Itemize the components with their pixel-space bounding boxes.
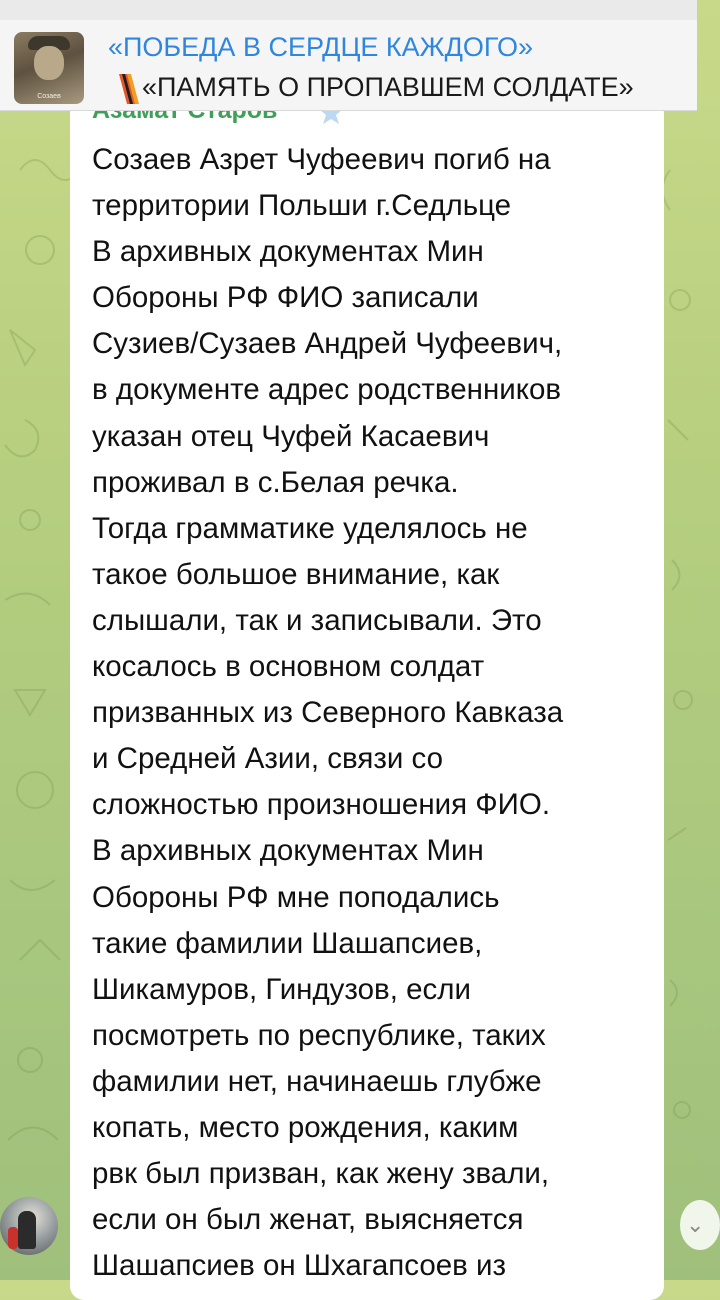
- message-line: посмотреть по республике, таких: [92, 1018, 546, 1052]
- message-line: если он был женат, выясняется: [92, 1203, 524, 1237]
- pinned-thumbnail[interactable]: [14, 32, 84, 104]
- message-line: указан отец Чуфей Касаевич: [92, 419, 490, 453]
- message-line: рвк был призван, как жену звали,: [92, 1157, 550, 1191]
- message-line: Шашапсиев он Шхагапсоев из: [92, 1249, 507, 1283]
- status-strip: [0, 0, 697, 20]
- message-line: территории Польши г.Седльце: [92, 189, 512, 223]
- soldier-face: [34, 46, 64, 80]
- message-line: копать, место рождения, каким: [92, 1110, 519, 1144]
- message-line: косалось в основном солдат: [92, 650, 485, 684]
- message-line: Обороны РФ мне поподались: [92, 880, 500, 914]
- message-line: и Средней Азии, связи со: [92, 742, 444, 776]
- message-line: В архивных документах Мин: [92, 235, 484, 269]
- message-line: такие фамилии Шашапсиев,: [92, 926, 483, 960]
- message-line: сложностью произношения ФИО.: [92, 788, 551, 822]
- message-line: Обороны РФ ФИО записали: [92, 281, 479, 315]
- pinned-title[interactable]: «ПОБЕДА В СЕРДЦЕ КАЖДОГО»: [108, 32, 534, 62]
- person-shape: [18, 1211, 36, 1249]
- message-line: слышали, так и записывали. Это: [92, 603, 542, 637]
- message-line: фамилии нет, начинаешь глубже: [92, 1064, 542, 1098]
- message-line: проживал в с.Белая речка.: [92, 465, 459, 499]
- message-text: [92, 137, 657, 1289]
- pinned-subtitle: [116, 72, 634, 103]
- message-line: В архивных документах Мин: [92, 834, 484, 868]
- flowers-shape: [8, 1227, 18, 1249]
- message-line: призванных из Северного Кавказа: [92, 696, 564, 730]
- scroll-down-button[interactable]: [680, 1200, 720, 1250]
- message-line: Созаев Азрет Чуфеевич погиб на: [92, 143, 551, 176]
- message-line: в документе адрес родственников: [92, 373, 562, 407]
- sender-avatar[interactable]: [0, 1197, 58, 1255]
- message-line: Тогда грамматике уделялось не: [92, 511, 528, 545]
- chevron-down-icon: ⌄: [686, 1212, 705, 1237]
- thumbnail-caption: Созаев: [37, 93, 61, 100]
- message-line: такое большое внимание, как: [92, 557, 500, 591]
- pinned-message-bar[interactable]: [0, 0, 697, 111]
- message-line: Сузиев/Сузаев Андрей Чуфеевич,: [92, 327, 563, 361]
- pinned-subtitle-text: «ПАМЯТЬ О ПРОПАВШЕМ СОЛДАТЕ»: [142, 72, 634, 102]
- message-line: Шикамуров, Гиндузов, если: [92, 972, 471, 1006]
